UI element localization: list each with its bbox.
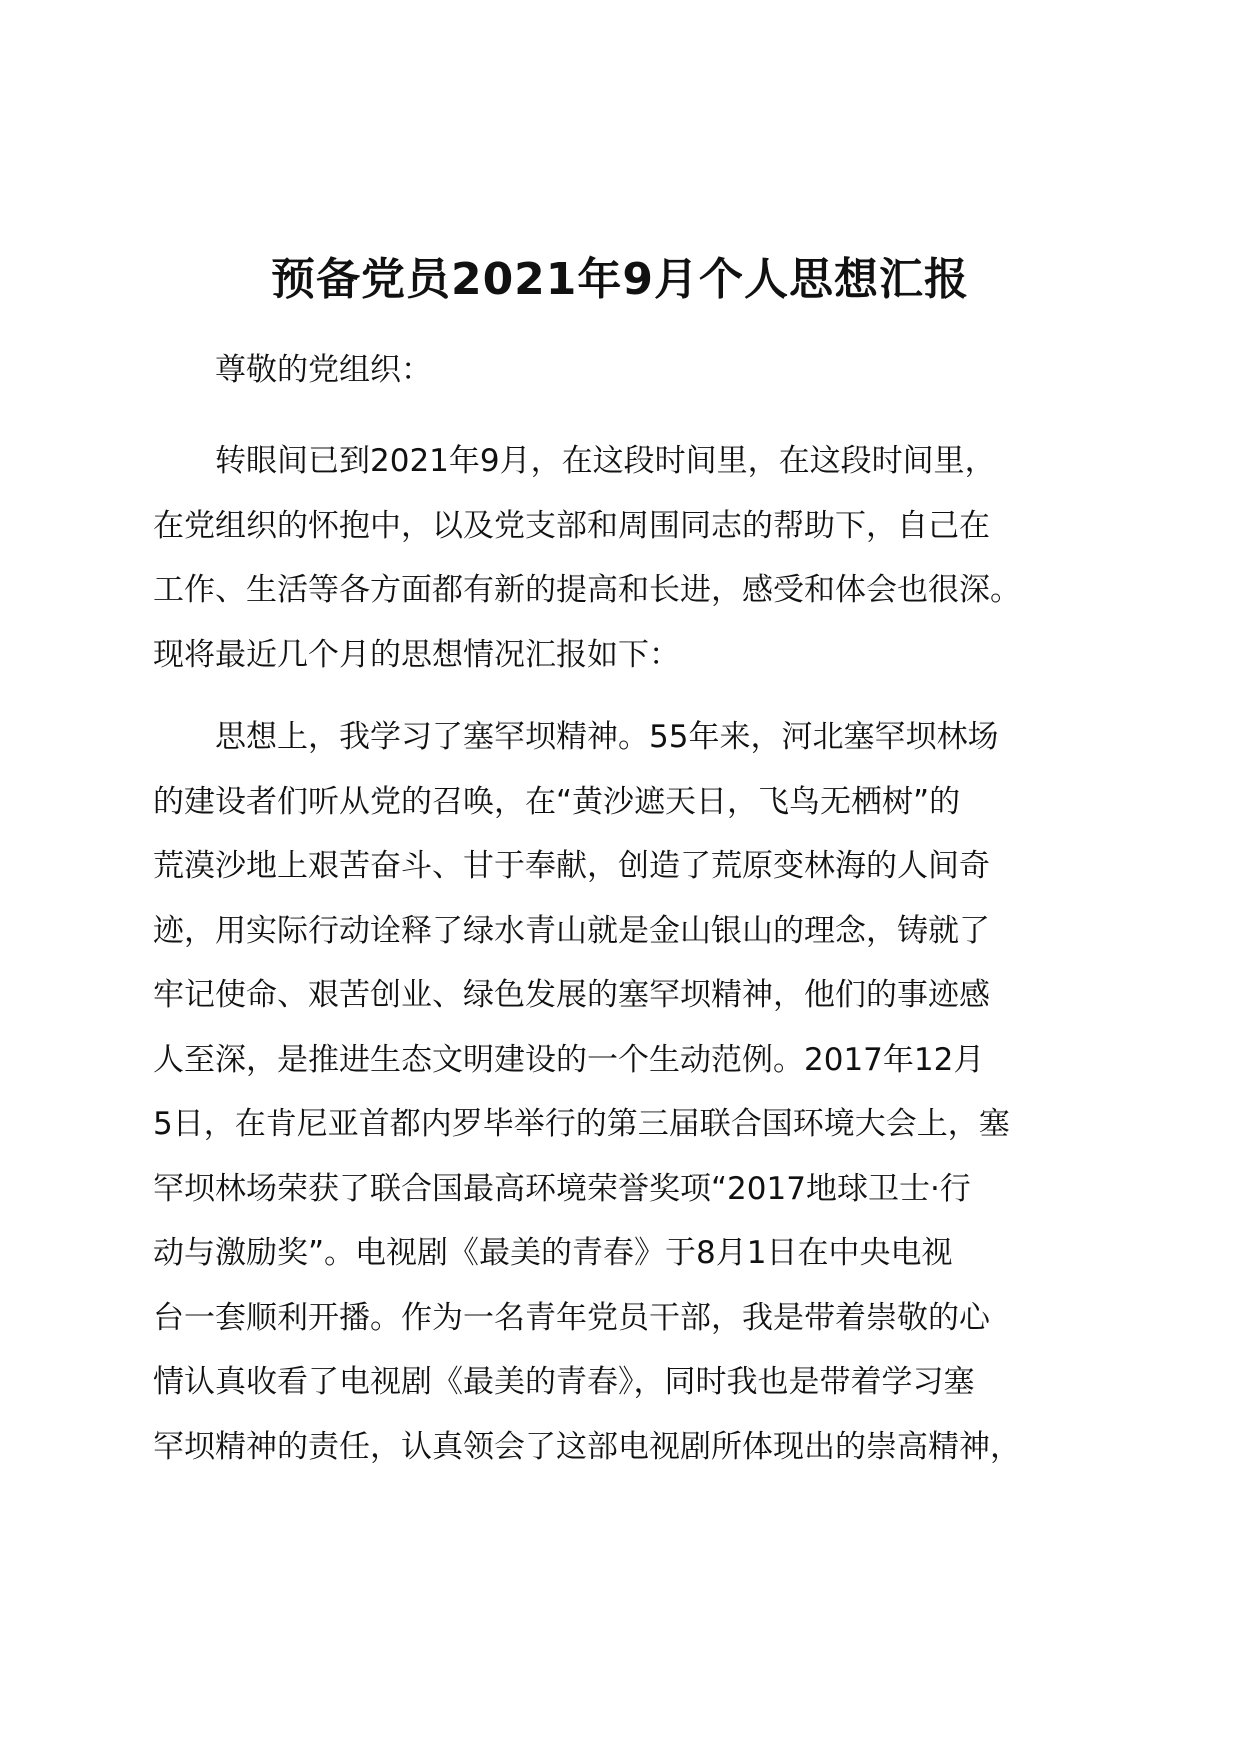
paragraph-line: 的建设者们听从党的召唤，在“黄沙遮天日，飞鸟无栖树”的: [153, 783, 961, 820]
document-title: 预备党员2021年9月个人思想汇报: [270, 254, 970, 305]
paragraph-line: 思想上，我学习了塞罕坝精神。55年来，河北塞罕坝林场: [215, 719, 999, 755]
paragraph-line: 迹，用实际行动诠释了绿水青山就是金山银山的理念，铸就了: [153, 912, 990, 949]
paragraph-line: 牢记使命、艰苦创业、绿色发展的塞罕坝精神，他们的事迹感: [153, 977, 990, 1013]
paragraph-line: 情认真收看了电视剧《最美的青春》，同时我也是带着学习塞: [153, 1364, 975, 1400]
paragraph-line: 工作、生活等各方面都有新的提高和长进，感受和体会也很深。: [153, 572, 1021, 608]
paragraph-1: [153, 429, 1083, 687]
paragraph-line: 荒漠沙地上艰苦奋斗、甘于奉献，创造了荒原变林海的人间奇: [153, 848, 990, 884]
paragraph-line: 动与激励奖”。电视剧《最美的青春》于8月1日在中央电视: [153, 1235, 953, 1271]
paragraph-line: 台一套顺利开播。作为一名青年党员干部，我是带着崇敬的心: [153, 1299, 990, 1336]
paragraph-line: 罕坝林场荣获了联合国最高环境荣誉奖项“2017地球卫士·行: [153, 1170, 971, 1207]
paragraph-2: [153, 705, 1083, 1479]
paragraph-line: 在党组织的怀抱中，以及党支部和周围同志的帮助下，自己在: [153, 507, 990, 544]
paragraph-line: 5日，在肯尼亚首都内罗毕举行的第三届联合国环境大会上，塞: [153, 1106, 1010, 1142]
salutation: [153, 338, 1083, 403]
paragraph-line: 罕坝精神的责任，认真领会了这部电视剧所体现出的崇高精神，: [153, 1428, 1021, 1465]
salutation-text: 尊敬的党组织：: [215, 352, 432, 388]
paragraph-line: 转眼间已到2021年9月，在这段时间里，在这段时间里，: [215, 443, 996, 479]
paragraph-line: 现将最近几个月的思想情况汇报如下：: [153, 636, 680, 673]
paragraph-line: 人至深，是推进生态文明建设的一个生动范例。2017年12月: [153, 1041, 985, 1078]
